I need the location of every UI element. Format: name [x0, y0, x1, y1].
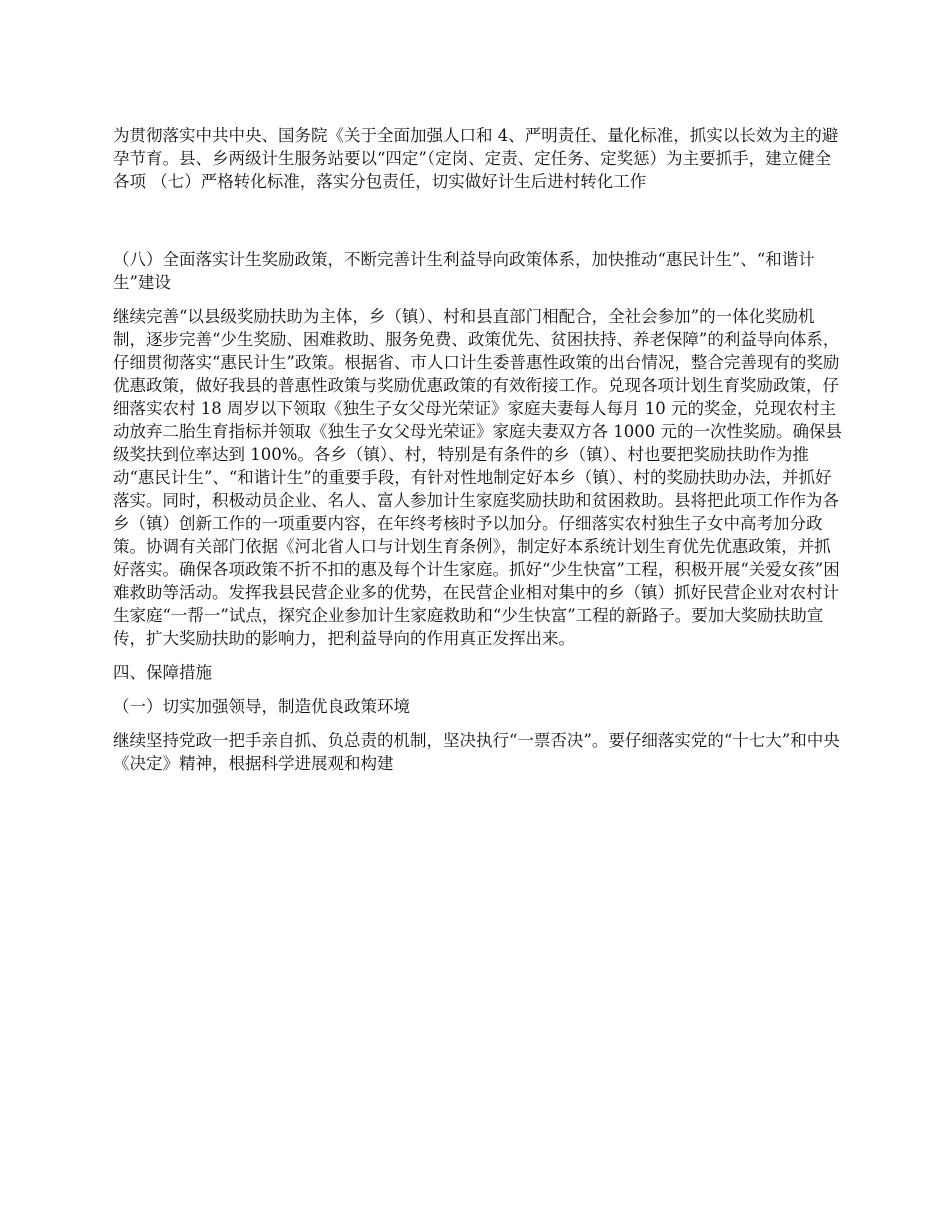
- paragraph-leadership: 继续坚持党政一把手亲自抓、负总责的机制，坚决执行“一票否决”。要仔细落实党的“十七大”和中央《决定》精神，根据科学进展观和构建: [113, 731, 840, 773]
- paragraph-spacer: [113, 204, 843, 248]
- document-body: [113, 124, 843, 786]
- paragraph-reward-policy: 继续完善“以县级奖励扶助为主体，乡（镇）、村和县直部门相配合，全社会参加”的一体化奖励机制，逐步完善“少生奖励、困难救助、服务免费、政策优先、贫困扶持、养老保障”的利益导向体系，仔细贯彻落实“惠民计生”政策。根据省、市人口计生委普惠性政策的出台情况，整合完善现有的奖励优惠政策，做好我县的普惠性政策与奖励优惠政策的有效衔接工作。兑现各项计划生育奖励政策，仔细落实农村 18 周岁以下领取《独生子女父母光荣证》家庭夫妻每人每月 10 元的奖金，兑现农村主动放弃二胎生育指标并领取《独生子女父母光荣证》家庭夫妻双方各 1000 元的一次性奖励。确保县级奖扶到位率达到 100%。各乡（镇）、村，特别是有条件的乡（镇）、村也要把奖励扶助作为推动“惠民计生”、“和谐计生”的重要手段，有针对性地制定好本乡（镇）、村的奖励扶助办法，并抓好落实。同时，积极动员企业、名人、富人参加计生家庭奖励扶助和贫困救助。县将把此项工作作为各乡（镇）创新工作的一项重要内容，在年终考核时予以加分。仔细落实农村独生子女中高考加分政策。协调有关部门依据《河北省人口与计划生育条例》，制定好本系统计划生育优先优惠政策，并抓好落实。确保各项政策不折不扣的惠及每个计生家庭。抓好“少生快富”工程，积极开展“关爱女孩”困难救助等活动。发挥我县民营企业多的优势，在民营企业相对集中的乡（镇）抓好民营企业对农村计生家庭“一帮一”试点，探究企业参加计生家庭救助和“少生快富”工程的新路子。要加大奖励扶助宣传，扩大奖励扶助的影响力，把利益导向的作用真正发挥出来。: [113, 307, 842, 648]
- section-heading-four: 四、保障措施: [113, 663, 212, 682]
- subsection-heading-one: （一）切实加强领导，制造优良政策环境: [113, 697, 410, 716]
- section-heading-eight: （八）全面落实计生奖励政策，不断完善计生利益导向政策体系，加快推动“惠民计生”、“和谐计生”建设: [113, 250, 815, 292]
- paragraph-intro: 为贯彻落实中共中央、国务院《关于全面加强人口和 4、严明责任、量化标准，抓实以长效为主的避孕节育。县、乡两级计生服务站要以“四定”（定岗、定责、定任务、定奖惩）为主要抓手，建立健全各项 （七）严格转化标准，落实分包责任，切实做好计生后进村转化工作: [113, 126, 839, 191]
